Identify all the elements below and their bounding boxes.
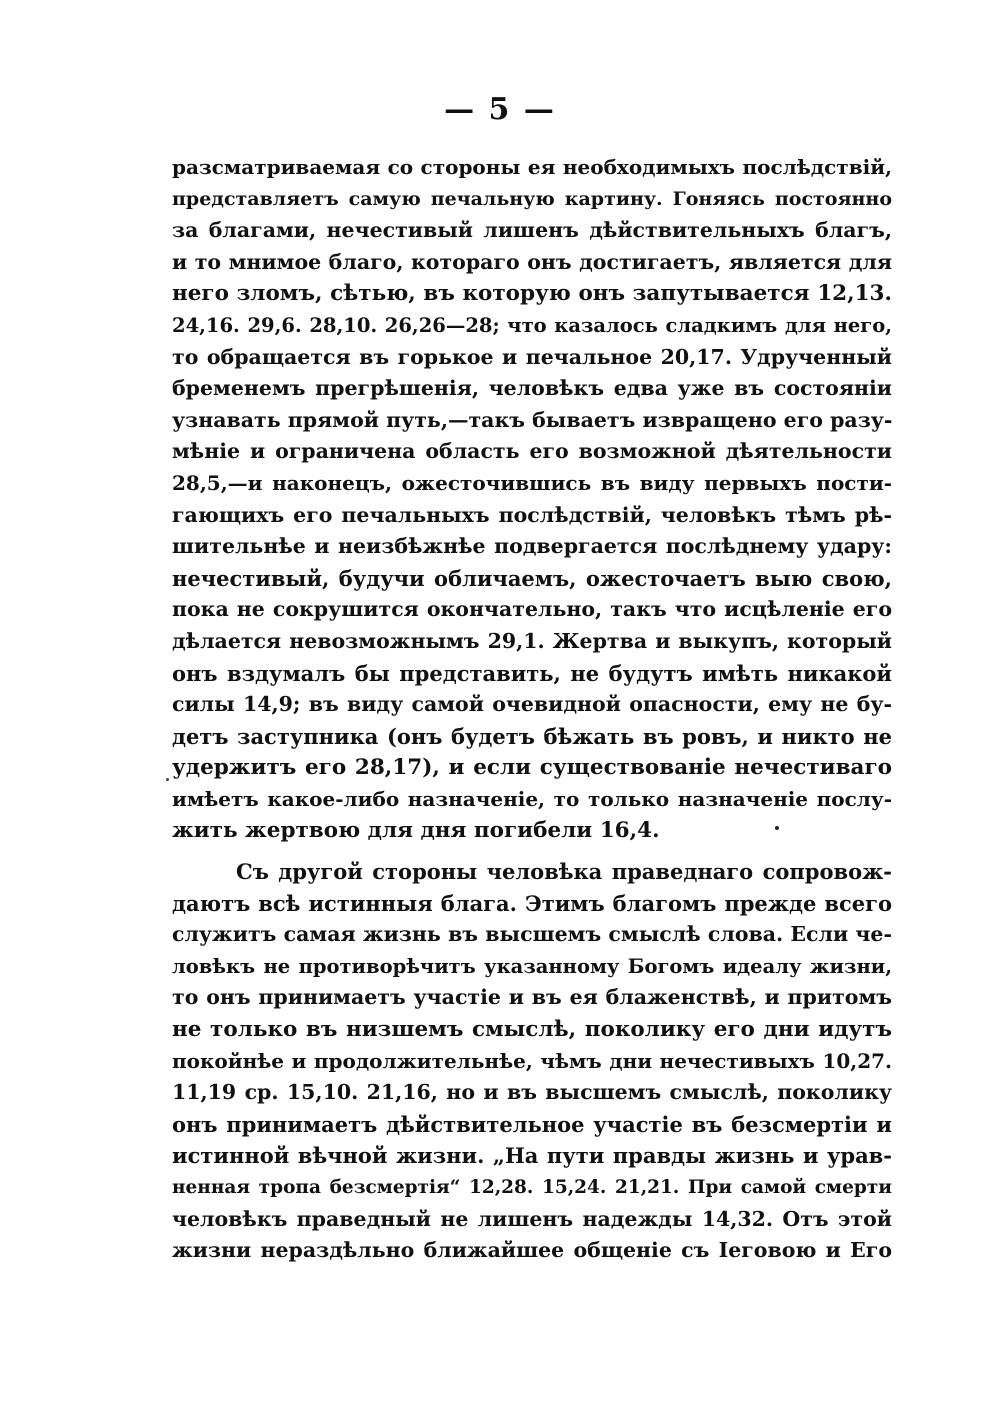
text-line: жить жертвою для дня погибели 16,4. [172,818,660,844]
text-line: него зломъ, сѣтью, въ которую онъ запутывается 12,13. [172,281,892,307]
text-line: 11,19 ср. 15,10. 21,16, но и въ высшемъ смыслѣ, поколику [172,1080,892,1105]
text-line: мѣніе и ограничена область его возможной дѣятельности [172,439,892,464]
text-line: узнавать прямой путь,—такъ бываетъ извращено его разу- [172,407,892,432]
paragraph-2 [172,856,892,1267]
text-line: ловѣкъ не противорѣчитъ указанному Богомъ идеалу жизни, [172,954,892,978]
text-line: имѣетъ какое-либо назначеніе, то только назначеніе послу- [172,786,892,811]
text-line: дѣлается невозможнымъ 29,1. Жертва и выкупъ, который [172,628,892,653]
text-line: онъ вздумалъ бы представить, не будутъ имѣть никакой [172,660,892,686]
text-line: бременемъ прегрѣшенія, человѣкъ едва уже въ состояніи [172,376,892,401]
text-line: онъ принимаетъ дѣйствительное участіе въ безсмертіи и [172,1111,892,1137]
text-line: нечестивый, будучи обличаемъ, ожесточаетъ выю свою, [172,565,892,591]
text-line: даютъ всѣ истинныя блага. Этимъ благомъ прежде всего [172,890,892,916]
text-line: за благами, нечестивый лишенъ дѣйствительныхъ благъ, [172,218,892,243]
text-line: гающихъ его печальныхъ послѣдствій, человѣкъ тѣмъ рѣ- [172,502,892,527]
text-line: 24,16. 29,6. 28,10. 26,26—28; что казалось сладкимъ для него, [172,313,892,337]
print-speck [166,778,169,781]
paragraph-1 [172,152,892,847]
page-number: — 5 — [444,92,556,127]
text-line: силы 14,9; въ виду самой очевидной опасности, ему не бу- [172,692,892,717]
text-line: шительнѣе и неизбѣжнѣе подвергается послѣднему удару: [172,534,892,559]
text-line: покойнѣе и продолжительнѣе, чѣмъ дни нечестивыхъ 10,27. [172,1048,892,1073]
text-line: истинной вѣчной жизни. „На пути правды жизнь и урав- [172,1143,892,1169]
print-speck [775,826,779,830]
text-line: Съ другой стороны человѣка праведнаго сопровож- [236,859,892,884]
text-line: и то мнимое благо, котораго онъ достигаетъ, является для [172,249,892,274]
text-line: то онъ принимаетъ участіе и въ ея блаженствѣ, и притомъ [172,985,892,1010]
text-line: ненная тропа безсмертія“ 12,28. 15,24. 21,21. При самой смерти [172,1176,892,1198]
text-line: детъ заступника (онъ будетъ бѣжать въ ровъ, и никто не [172,723,892,749]
text-line: человѣкъ праведный не лишенъ надежды 14,32. Отъ этой [172,1206,892,1231]
text-line: разсматриваемая со стороны ея необходимыхъ послѣдствій, [172,155,892,179]
text-line: пока не сокрушится окончательно, такъ что исцѣленіе его [172,597,892,622]
text-line: не только въ низшемъ смыслѣ, поколику его дни идутъ [172,1016,892,1042]
text-line: то обращается въ горькое и печальное 20,17. Удрученный [172,344,892,369]
text-line: жизни нераздѣльно ближайшее общеніе съ Іеговою и Его [172,1238,892,1263]
text-line: 28,5,—и наконецъ, ожесточившись въ виду первыхъ пости- [172,470,892,495]
text-line: удержитъ его 28,17), и если существованіе нечестиваго [172,755,892,781]
text-line: представляетъ самую печальную картину. Гоняясь постоянно [172,187,892,210]
text-line: служитъ самая жизнь въ высшемъ смыслѣ слова. Если че- [172,922,892,947]
